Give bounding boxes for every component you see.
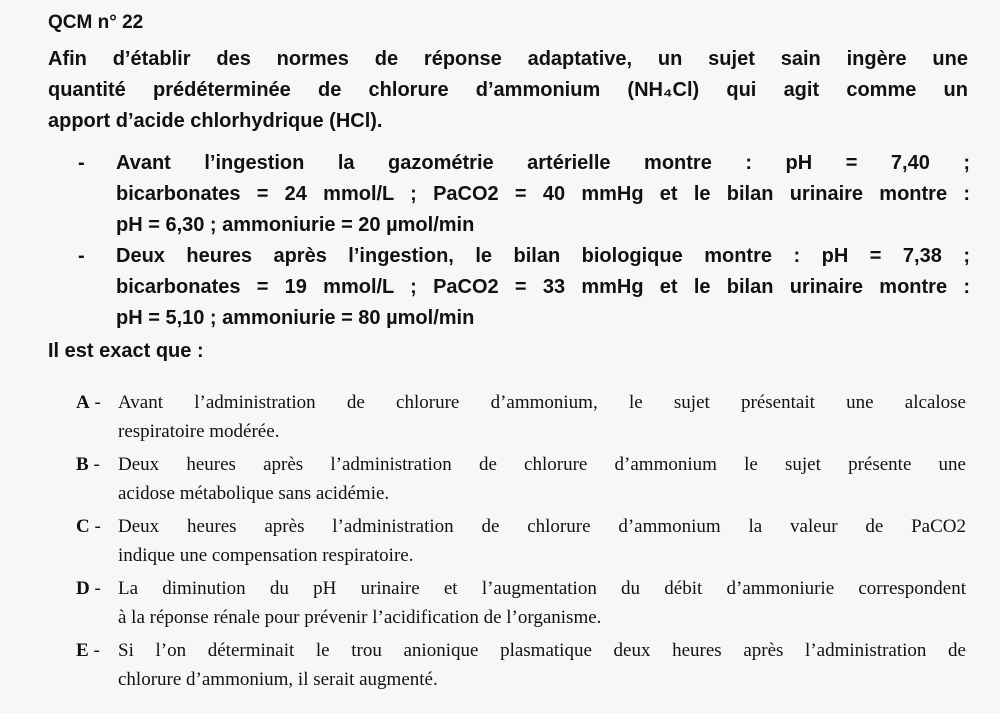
bullet-dash: - [78,152,85,174]
answer-option-a[interactable] [76,388,966,446]
answer-text-line: chlorure d’ammonium, il serait augmenté. [118,669,438,690]
answer-text-line: Deux heures après l’administration de chlorure d’ammonium la valeur de PaCO2 [118,516,966,537]
lab-result-item [78,148,970,241]
answer-letter: A - [76,392,101,413]
intro-line: quantité prédéterminée de chlorure d’ammonium (NH₄Cl) qui agit comme un [48,79,968,101]
lab-results-list [78,148,970,334]
answer-letter: B - [76,454,100,475]
answer-options [76,388,966,698]
answer-text-line: indique une compensation respiratoire. [118,545,414,566]
answer-text-line: à la réponse rénale pour prévenir l’acidification de l’organisme. [118,607,602,628]
intro-line: apport d’acide chlorhydrique (HCl). [48,110,383,132]
lab-result-line: Deux heures après l’ingestion, le bilan biologique montre : pH = 7,38 ; [116,245,970,267]
answer-letter: C - [76,516,101,537]
answer-text-line: Avant l’administration de chlorure d’ammonium, le sujet présentait une alcalose [118,392,966,413]
answer-option-b[interactable] [76,450,966,508]
answer-text-line: acidose métabolique sans acidémie. [118,483,390,504]
lab-result-line: pH = 5,10 ; ammoniurie = 80 µmol/min [116,307,475,329]
answer-letter: D - [76,578,101,599]
answer-text-line: La diminution du pH urinaire et l’augmentation du débit d’ammoniurie correspondent [118,578,966,599]
question-intro [48,44,968,137]
bullet-dash: - [78,245,85,267]
answer-text-line: Deux heures après l’administration de chlorure d’ammonium le sujet présente une [118,454,966,475]
question-prompt: Il est exact que : [48,340,204,362]
qcm-title: QCM n° 22 [48,12,144,33]
lab-result-item [78,241,970,334]
answer-option-d[interactable] [76,574,966,632]
answer-option-c[interactable] [76,512,966,570]
answer-text-line: Si l’on déterminait le trou anionique plasmatique deux heures après l’administration de [118,640,966,661]
answer-text-line: respiratoire modérée. [118,421,280,442]
lab-result-line: bicarbonates = 19 mmol/L ; PaCO2 = 33 mmHg et le bilan urinaire montre : [116,276,970,298]
intro-line: Afin d’établir des normes de réponse adaptative, un sujet sain ingère une [48,48,968,70]
answer-letter: E - [76,640,100,661]
lab-result-line: bicarbonates = 24 mmol/L ; PaCO2 = 40 mmHg et le bilan urinaire montre : [116,183,970,205]
lab-result-line: Avant l’ingestion la gazométrie artérielle montre : pH = 7,40 ; [116,152,970,174]
answer-option-e[interactable] [76,636,966,694]
lab-result-line: pH = 6,30 ; ammoniurie = 20 µmol/min [116,214,475,236]
